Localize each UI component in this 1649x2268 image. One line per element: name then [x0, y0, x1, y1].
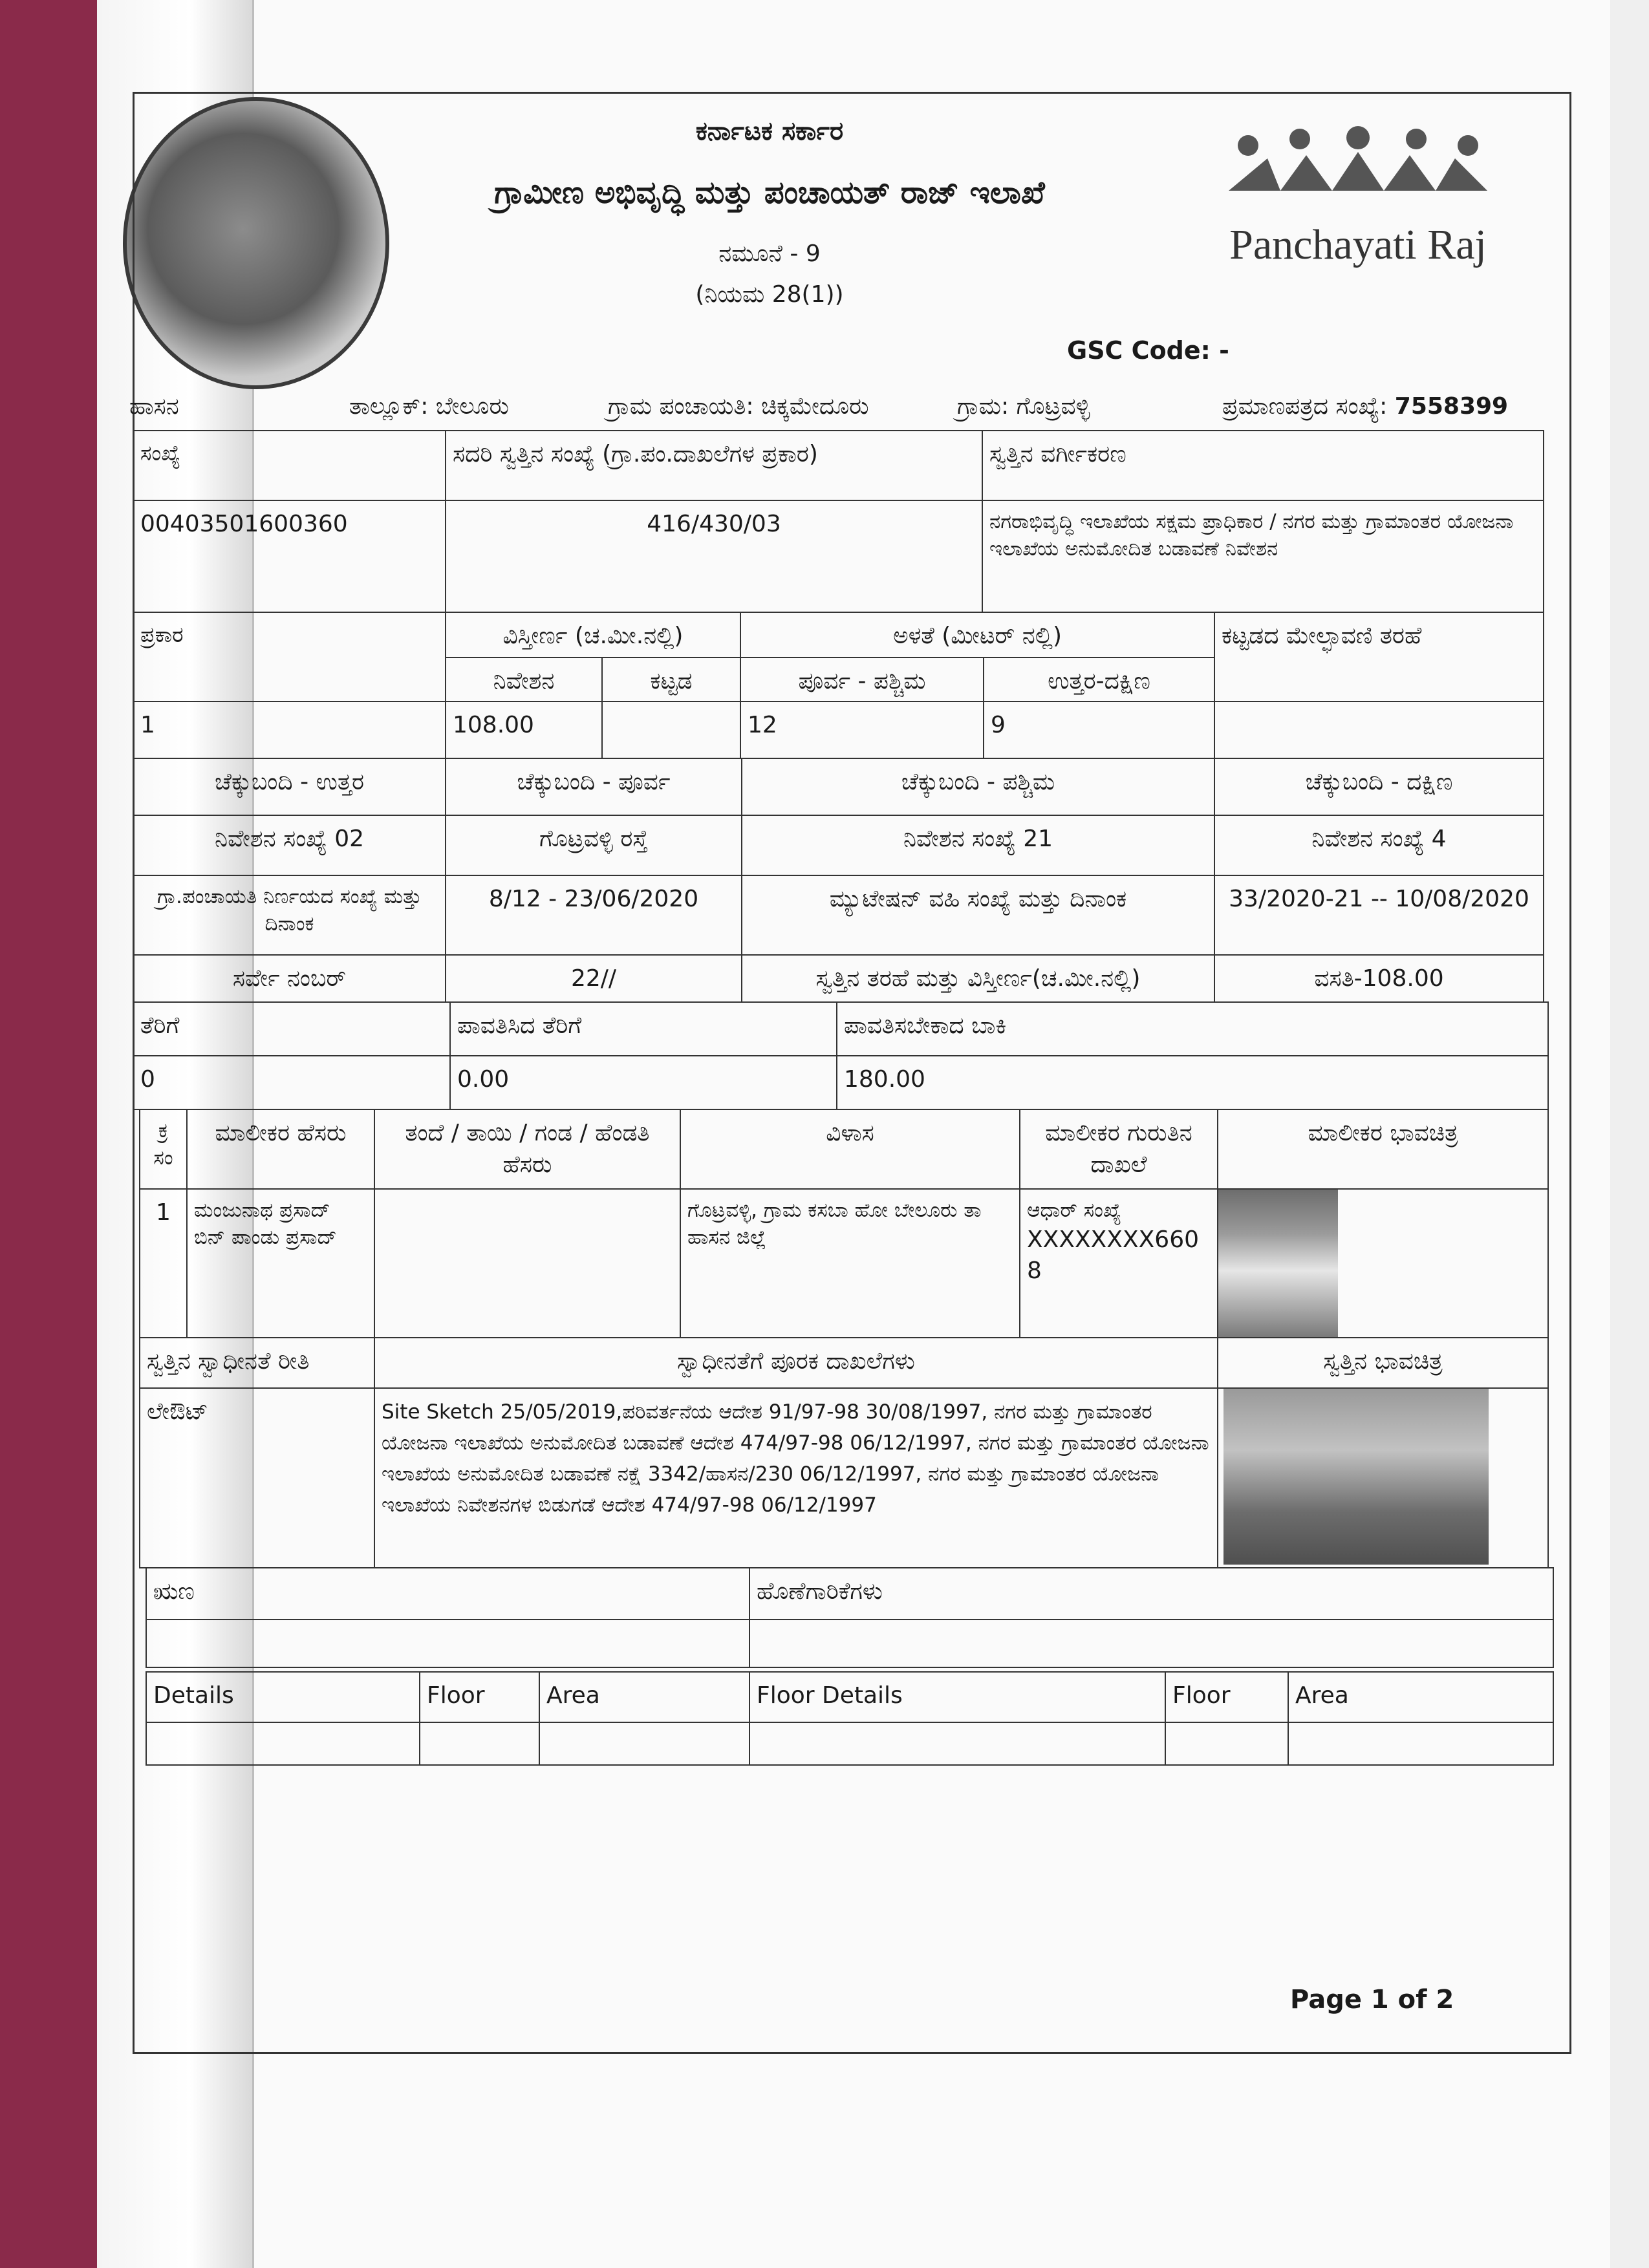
- floor-cell: [749, 1722, 1166, 1766]
- tax-paid-value: 0.00: [449, 1055, 837, 1110]
- floor-cell: [146, 1722, 420, 1766]
- type-value: 1: [133, 701, 446, 759]
- owner-photo-label: ಮಾಲೀಕರ ಭಾವಚಿತ್ರ: [1217, 1109, 1549, 1190]
- tax-due-label: ಪಾವತಿಸಬೇಕಾದ ಬಾಕಿ: [836, 1001, 1549, 1056]
- rule-number: (ನಿಯಮ 28(1)): [695, 281, 844, 308]
- form-number: ನಮೂನೆ - 9: [718, 241, 821, 267]
- boundary-east-label: ಚೆಕ್ಕುಬಂದಿ - ಪೂರ್ವ: [445, 758, 742, 816]
- owner-name-label: ಮಾಲೀಕರ ಹೆಸರು: [186, 1109, 375, 1190]
- east-west-label: ಪೂರ್ವ - ಪಶ್ಚಿಮ: [740, 657, 984, 702]
- owner-photo: [1218, 1190, 1338, 1337]
- property-type-extent-label: ಸ್ವತ್ತಿನ ತರಹೆ ಮತ್ತು ವಿಸ್ತೀರ್ಣ(ಚ.ಮೀ.ನಲ್ಲಿ): [741, 954, 1215, 1003]
- floor-cell: [1288, 1722, 1554, 1766]
- gp-number-label: ಸದರಿ ಸ್ವತ್ತಿನ ಸಂಖ್ಯೆ (ಗ್ರಾ.ಪಂ.ದಾಖಲೆಗಳ ಪ್ರಕಾರ): [445, 430, 983, 501]
- taluk: ತಾಲ್ಲೂಕ್: ಬೇಲೂರು: [349, 393, 509, 420]
- acquisition-mode-label: ಸ್ವತ್ತಿನ ಸ್ವಾಧೀನತೆ ರೀತಿ: [139, 1337, 375, 1389]
- mutation-value: 33/2020-21 -- 10/08/2020: [1214, 875, 1544, 956]
- owner-id-label: ಮಾಲೀಕರ ಗುರುತಿನ ದಾಖಲೆ: [1019, 1109, 1218, 1190]
- gram-panchayat: ಗ್ರಾಮ ಪಂಚಾಯತಿ: ಚಿಕ್ಕಮೇದೂರು: [608, 393, 869, 420]
- north-south-value: 9: [983, 701, 1215, 759]
- owner-id-number: XXXXXXXX6608: [1027, 1226, 1200, 1285]
- floor-details-left-label: Details: [146, 1671, 420, 1723]
- owner-photo-cell: [1217, 1188, 1549, 1338]
- east-west-value: 12: [740, 701, 984, 759]
- boundary-north-value: ನಿವೇಶನ ಸಂಖ್ಯೆ 02: [133, 815, 446, 876]
- roof-type-label: ಕಟ್ಟಡದ ಮೇಲ್ಛಾವಣಿ ತರಹೆ: [1214, 612, 1544, 702]
- property-photo-cell: [1217, 1387, 1549, 1568]
- property-photo: [1223, 1389, 1489, 1565]
- type-label: ಪ್ರಕಾರ: [133, 612, 446, 702]
- acquisition-docs-value: Site Sketch 25/05/2019,ಪರಿವರ್ತನೆಯ ಆದೇಶ 91/97-98 30/08/1997, ನಗರ ಮತ್ತು ಗ್ರಾಮಾಂತರ ಯೋಜನಾ ಇಲಾಖೆಯ ಅನುಮೋದಿತ ಬಡಾವಣೆ ಆದೇಶ 474/97-98 06/12/1997, ನಗರ ಮತ್ತು ಗ್ರಾಮಾಂತರ ಯೋಜನಾ ಇಲಾಖೆಯ ಅನುಮೋದಿತ ಬಡಾವಣೆ ನಕ್ಷೆ 3342/ಹಾಸನ/230 06/12/1997, ನಗರ ಮತ್ತು ಗ್ರಾಮಾಂತರ ಯೋಜನಾ ಇಲಾಖೆಯ ನಿವೇಶನಗಳ ಬಿಡುಗಡೆ ಆದೇಶ 474/97-98 06/12/1997: [374, 1387, 1218, 1568]
- boundary-west-value: ನಿವೇಶನ ಸಂಖ್ಯೆ 21: [741, 815, 1215, 876]
- building-area-value: [601, 701, 741, 759]
- property-photo-label: ಸ್ವತ್ತಿನ ಭಾವಚಿತ್ರ: [1217, 1337, 1549, 1389]
- owner-id-type: ಆಧಾರ್ ಸಂಖ್ಯೆ: [1027, 1199, 1122, 1222]
- owner-address-value: ಗೊಟ್ರವಳ್ಳಿ, ಗ್ರಾಮ ಕಸಬಾ ಹೋ ಬೇಲೂರು ತಾ ಹಾಸನ ಜಿಲ್ಲೆ: [680, 1188, 1020, 1338]
- boundary-north-label: ಚೆಕ್ಕುಬಂದಿ - ಉತ್ತರ: [133, 758, 446, 816]
- resolution-value: 8/12 - 23/06/2020: [445, 875, 742, 956]
- site-area-value: 108.00: [445, 701, 603, 759]
- boundary-east-value: ಗೊಟ್ರವಳ್ಳಿ ರಸ್ತೆ: [445, 815, 742, 876]
- tax-due-value: 180.00: [836, 1055, 1549, 1110]
- dimension-label: ಅಳತೆ (ಮೀಟರ್ ನಲ್ಲಿ): [740, 612, 1215, 658]
- area-left-label: Area: [539, 1671, 750, 1723]
- encumbrance-label: ಋಣ: [146, 1567, 750, 1620]
- building-label: ಕಟ್ಟಡ: [601, 657, 741, 702]
- owner-id-value: [1019, 1188, 1218, 1338]
- owner-name-value: ಮಂಜುನಾಥ ಪ್ರಸಾದ್ ಬಿನ್ ಪಾಂಡು ಪ್ರಸಾದ್: [186, 1188, 375, 1338]
- floor-cell: [419, 1722, 540, 1766]
- tax-paid-label: ಪಾವತಿಸಿದ ತೆರಿಗೆ: [449, 1001, 837, 1056]
- floor-right-label: Floor: [1165, 1671, 1289, 1723]
- department-title: ಗ್ರಾಮೀಣ ಅಭಿವೃದ್ಧಿ ಮತ್ತು ಪಂಚಾಯತ್ ರಾಜ್ ಇಲಾಖೆ: [494, 175, 1045, 211]
- north-south-label: ಉತ್ತರ-ದಕ್ಷಿಣ: [983, 657, 1215, 702]
- acquisition-mode-value: ಲೇಔಟ್: [139, 1387, 375, 1568]
- survey-value: 22//: [445, 954, 742, 1003]
- extent-label: ವಿಸ್ತೀರ್ಣ (ಚ.ಮೀ.ನಲ್ಲಿ): [445, 612, 741, 658]
- roof-type-value: [1214, 701, 1544, 759]
- owner-relation-value: [374, 1188, 681, 1338]
- encumbrance-value: [146, 1619, 750, 1668]
- owner-serial-value: 1: [139, 1188, 188, 1338]
- resolution-label: ಗ್ರಾ.ಪಂಚಾಯತಿ ನಿರ್ಣಯದ ಸಂಖ್ಯೆ ಮತ್ತು ದಿನಾಂಕ: [133, 875, 446, 956]
- tax-label: ತೆರಿಗೆ: [133, 1001, 451, 1056]
- boundary-south-label: ಚೆಕ್ಕುಬಂದಿ - ದಕ್ಷಿಣ: [1214, 758, 1544, 816]
- survey-label: ಸರ್ವೇ ನಂಬರ್: [133, 954, 446, 1003]
- owner-relation-label: ತಂದೆ / ತಾಯಿ / ಗಂಡ / ಹೆಂಡತಿ ಹೆಸರು: [374, 1109, 681, 1190]
- floor-left-label: Floor: [419, 1671, 540, 1723]
- government-title: ಕರ್ನಾಟಕ ಸರ್ಕಾರ: [695, 116, 844, 146]
- site-label: ನಿವೇಶನ: [445, 657, 603, 702]
- mutation-label: ಮ್ಯುಟೇಷನ್ ವಹಿ ಸಂಖ್ಯೆ ಮತ್ತು ದಿನಾಂಕ: [741, 875, 1215, 956]
- gp-number-value: 416/430/03: [445, 500, 983, 613]
- page-number: Page 1 of 2: [1290, 1985, 1454, 2015]
- tax-value: 0: [133, 1055, 451, 1110]
- floor-details-right-label: Floor Details: [749, 1671, 1166, 1723]
- floor-cell: [539, 1722, 750, 1766]
- gsc-code: GSC Code: -: [1067, 336, 1229, 365]
- acquisition-docs-label: ಸ್ವಾಧೀನತೆಗೆ ಪೂರಕ ದಾಖಲೆಗಳು: [374, 1337, 1218, 1389]
- logo-text: Panchayati Raj: [1229, 221, 1487, 268]
- owner-address-label: ವಿಳಾಸ: [680, 1109, 1020, 1190]
- boundary-west-label: ಚೆಕ್ಕುಬಂದಿ - ಪಶ್ಚಿಮ: [741, 758, 1215, 816]
- certificate-number: [1222, 393, 1508, 420]
- certificate-label: ಪ್ರಮಾಣಪತ್ರದ ಸಂಖ್ಯೆ:: [1222, 393, 1388, 420]
- area-right-label: Area: [1288, 1671, 1554, 1723]
- property-type-extent-value: ವಸತಿ-108.00: [1214, 954, 1544, 1003]
- property-id-value: 00403501600360: [133, 500, 446, 613]
- boundary-south-value: ನಿವೇಶನ ಸಂಖ್ಯೆ 4: [1214, 815, 1544, 876]
- district-fragment: ಹಾಸನ: [129, 393, 179, 420]
- certificate-value: 7558399: [1394, 393, 1509, 420]
- village: ಗ್ರಾಮ: ಗೊಟ್ರವಳ್ಳಿ: [957, 393, 1090, 420]
- classification-label: ಸ್ವತ್ತಿನ ವರ್ಗೀಕರಣ: [982, 430, 1544, 501]
- owner-serial-label: ಕ್ರ ಸಂ: [139, 1109, 188, 1190]
- liabilities-label: ಹೊಣೆಗಾರಿಕೆಗಳು: [749, 1567, 1554, 1620]
- liabilities-value: [749, 1619, 1554, 1668]
- floor-cell: [1165, 1722, 1289, 1766]
- classification-value: ನಗರಾಭಿವೃದ್ಧಿ ಇಲಾಖೆಯ ಸಕ್ಷಮ ಪ್ರಾಧಿಕಾರ / ನಗರ ಮತ್ತು ಗ್ರಾಮಾಂತರ ಯೋಜನಾ ಇಲಾಖೆಯ ಅನುಮೋದಿತ ಬಡಾವಣೆ ನಿವೇಶನ: [982, 500, 1544, 613]
- property-id-label: ಸಂಖ್ಯೆ: [133, 430, 446, 501]
